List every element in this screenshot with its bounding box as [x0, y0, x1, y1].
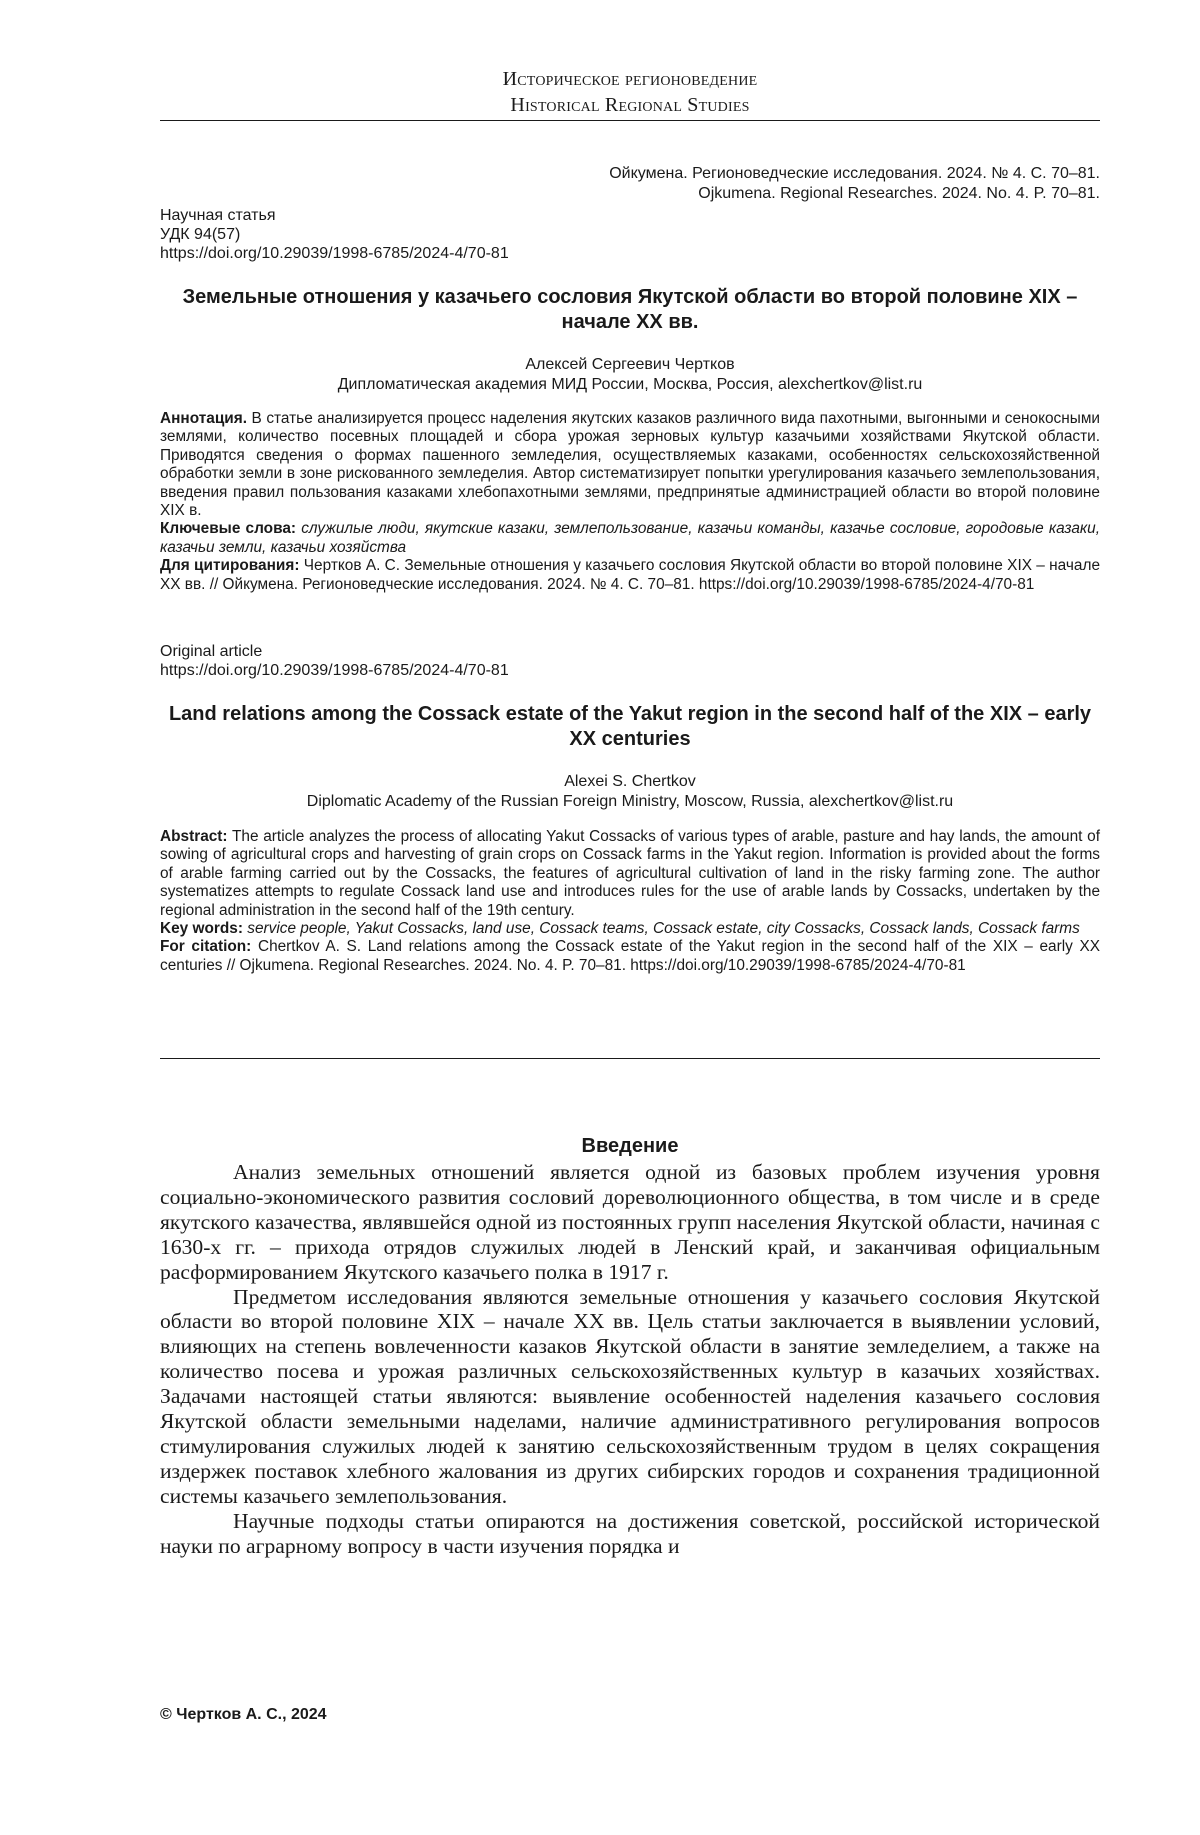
- header-rule: [160, 120, 1100, 121]
- abstract-ru: [160, 410, 1100, 520]
- author-name-ru: Алексей Сергеевич Чертков: [160, 355, 1100, 375]
- journal-citation-en: Ojkumena. Regional Researches. 2024. No. 4. P. 70–81.: [609, 184, 1100, 204]
- abstract-block-ru: [160, 410, 1100, 594]
- keywords-en: [160, 920, 1100, 938]
- citation-text-ru: Чертков А. С. Земельные отношения у казачьего сословия Якутской области во второй половине XIX – начале XX вв. // Ойкумена. Регионоведческие исследования. 2024. № 4. С. 70–81. https://doi.org/10.29039/1998-6785/2024-4/70-81: [160, 557, 1100, 592]
- article-type-en: Original article: [160, 642, 509, 661]
- keywords-label-en: Key words:: [160, 920, 243, 937]
- intro-paragraph: Предметом исследования являются земельные отношения у казачьего сословия Якутской области во второй половине XIX – начале XX вв. Цель статьи заключается в выявлении условий, влияющих на степень вовлеченности казаков Якутской области в занятие земледелием, а также на количество посева и урожая различных сельскохозяйственных культур в казачьих хозяйствах. Задачами настоящей статьи являются: выявление особенностей наделения казачьего сословия Якутской области земельными наделами, наличие административного регулирования вопросов стимулирования служилых людей к занятию сельскохозяйственным трудом в целях сокращения издержек поставок хлебного жалования из других сибирских городов и сохранения традиционной системы казачьего землепользования.: [160, 1285, 1100, 1509]
- article-title-en: Land relations among the Cossack estate of the Yakut region in the second half of the XIX – early XX centuries: [160, 702, 1100, 752]
- journal-page: [0, 0, 1200, 1835]
- author-affiliation-ru: Дипломатическая академия МИД России, Москва, Россия, alexchertkov@list.ru: [160, 375, 1100, 395]
- running-header-en: Historical Regional Studies: [160, 92, 1100, 118]
- keywords-text-ru: служилые люди, якутские казаки, землепользование, казачьи команды, казачье сословие, городовые казаки, казачьи земли, казачьи хозяйства: [160, 520, 1100, 555]
- abstract-en: [160, 828, 1100, 920]
- keywords-text-en: service people, Yakut Cossacks, land use, Cossack teams, Cossack estate, city Cossacks, Cossack lands, Cossack farms: [247, 920, 1080, 937]
- copyright-notice: © Чертков А. С., 2024: [160, 1705, 327, 1725]
- doi-link-en[interactable]: https://doi.org/10.29039/1998-6785/2024-4/70-81: [160, 661, 509, 680]
- keywords-label-ru: Ключевые слова:: [160, 520, 296, 537]
- journal-citation: [609, 164, 1100, 204]
- abstract-label-ru: Аннотация.: [160, 410, 247, 427]
- doi-link-ru[interactable]: https://doi.org/10.29039/1998-6785/2024-4/70-81: [160, 244, 509, 263]
- citation-label-ru: Для цитирования:: [160, 557, 299, 574]
- abstract-block-en: [160, 828, 1100, 975]
- section-heading-intro: Введение: [160, 1134, 1100, 1158]
- intro-paragraph: Анализ земельных отношений является одной из базовых проблем изучения уровня социально-экономического развития сословий дореволюционного общества, в том числе и в среде якутского казачества, являвшейся одной из постоянных групп населения Якутской области, начиная с 1630-х гг. – прихода отрядов служилых людей в Ленский край, и заканчивая официальным расформированием Якутского казачьего полка в 1917 г.: [160, 1160, 1100, 1285]
- running-header-ru: Историческое регионоведение: [160, 66, 1100, 92]
- citation-label-en: For citation:: [160, 938, 251, 955]
- citation-text-en: Chertkov A. S. Land relations among the Cossack estate of the Yakut region in the second half of the XIX – early XX centuries // Ojkumena. Regional Researches. 2024. No. 4. P. 70–81. https://doi.org/10.29039/1998-6785/2024-4/70-81: [160, 938, 1100, 973]
- abstract-text-ru: В статье анализируется процесс наделения якутских казаков различного вида пахотными, выгонными и сенокосными землями, количество посевных площадей и сбора урожая зерновых культур казачьими хозяйствами Якутской области. Приводятся сведения о формах пашенного земледелия, осуществляемых казаками, особенностях сельскохозяйственной обработки земли в зоне рискованного земледелия. Автор систематизирует попытки урегулирования казачьего землепользования, введения правил пользования казаками хлебопахотными землями, предпринятые администрацией области во второй половине XIX в.: [160, 410, 1100, 519]
- udc-code: УДК 94(57): [160, 225, 509, 244]
- intro-body: [160, 1160, 1100, 1559]
- abstract-rule: [160, 1058, 1100, 1059]
- article-title-ru: Земельные отношения у казачьего сословия Якутской области во второй половине XIX – начале XX вв.: [160, 285, 1100, 335]
- abstract-label-en: Abstract:: [160, 828, 228, 845]
- article-type-ru: Научная статья: [160, 206, 509, 225]
- keywords-ru: [160, 520, 1100, 557]
- author-name-en: Alexei S. Chertkov: [160, 772, 1100, 792]
- article-meta-ru: [160, 206, 509, 263]
- author-block-en: [160, 772, 1100, 812]
- author-block-ru: [160, 355, 1100, 395]
- intro-paragraph: Научные подходы статьи опираются на достижения советской, российской исторической науки по аграрному вопросу в части изучения порядка и: [160, 1509, 1100, 1559]
- journal-citation-ru: Ойкумена. Регионоведческие исследования. 2024. № 4. С. 70–81.: [609, 164, 1100, 184]
- author-affiliation-en: Diplomatic Academy of the Russian Foreign Ministry, Moscow, Russia, alexchertkov@list.ru: [160, 792, 1100, 812]
- citation-en: [160, 938, 1100, 975]
- citation-ru: [160, 557, 1100, 594]
- article-meta-en: [160, 642, 509, 680]
- running-header: [160, 66, 1100, 118]
- abstract-text-en: The article analyzes the process of allocating Yakut Cossacks of various types of arable, pasture and hay lands, the amount of sowing of agricultural crops and harvesting of grain crops on Cossack farms in the Yakut region. Information is provided about the forms of arable farming carried out by the Cossacks, the features of agricultural cultivation of land in the risky farming zone. The author systematizes attempts to regulate Cossack land use and introduces rules for the use of arable lands by Cossacks, undertaken by the regional administration in the second half of the 19th century.: [160, 828, 1100, 919]
